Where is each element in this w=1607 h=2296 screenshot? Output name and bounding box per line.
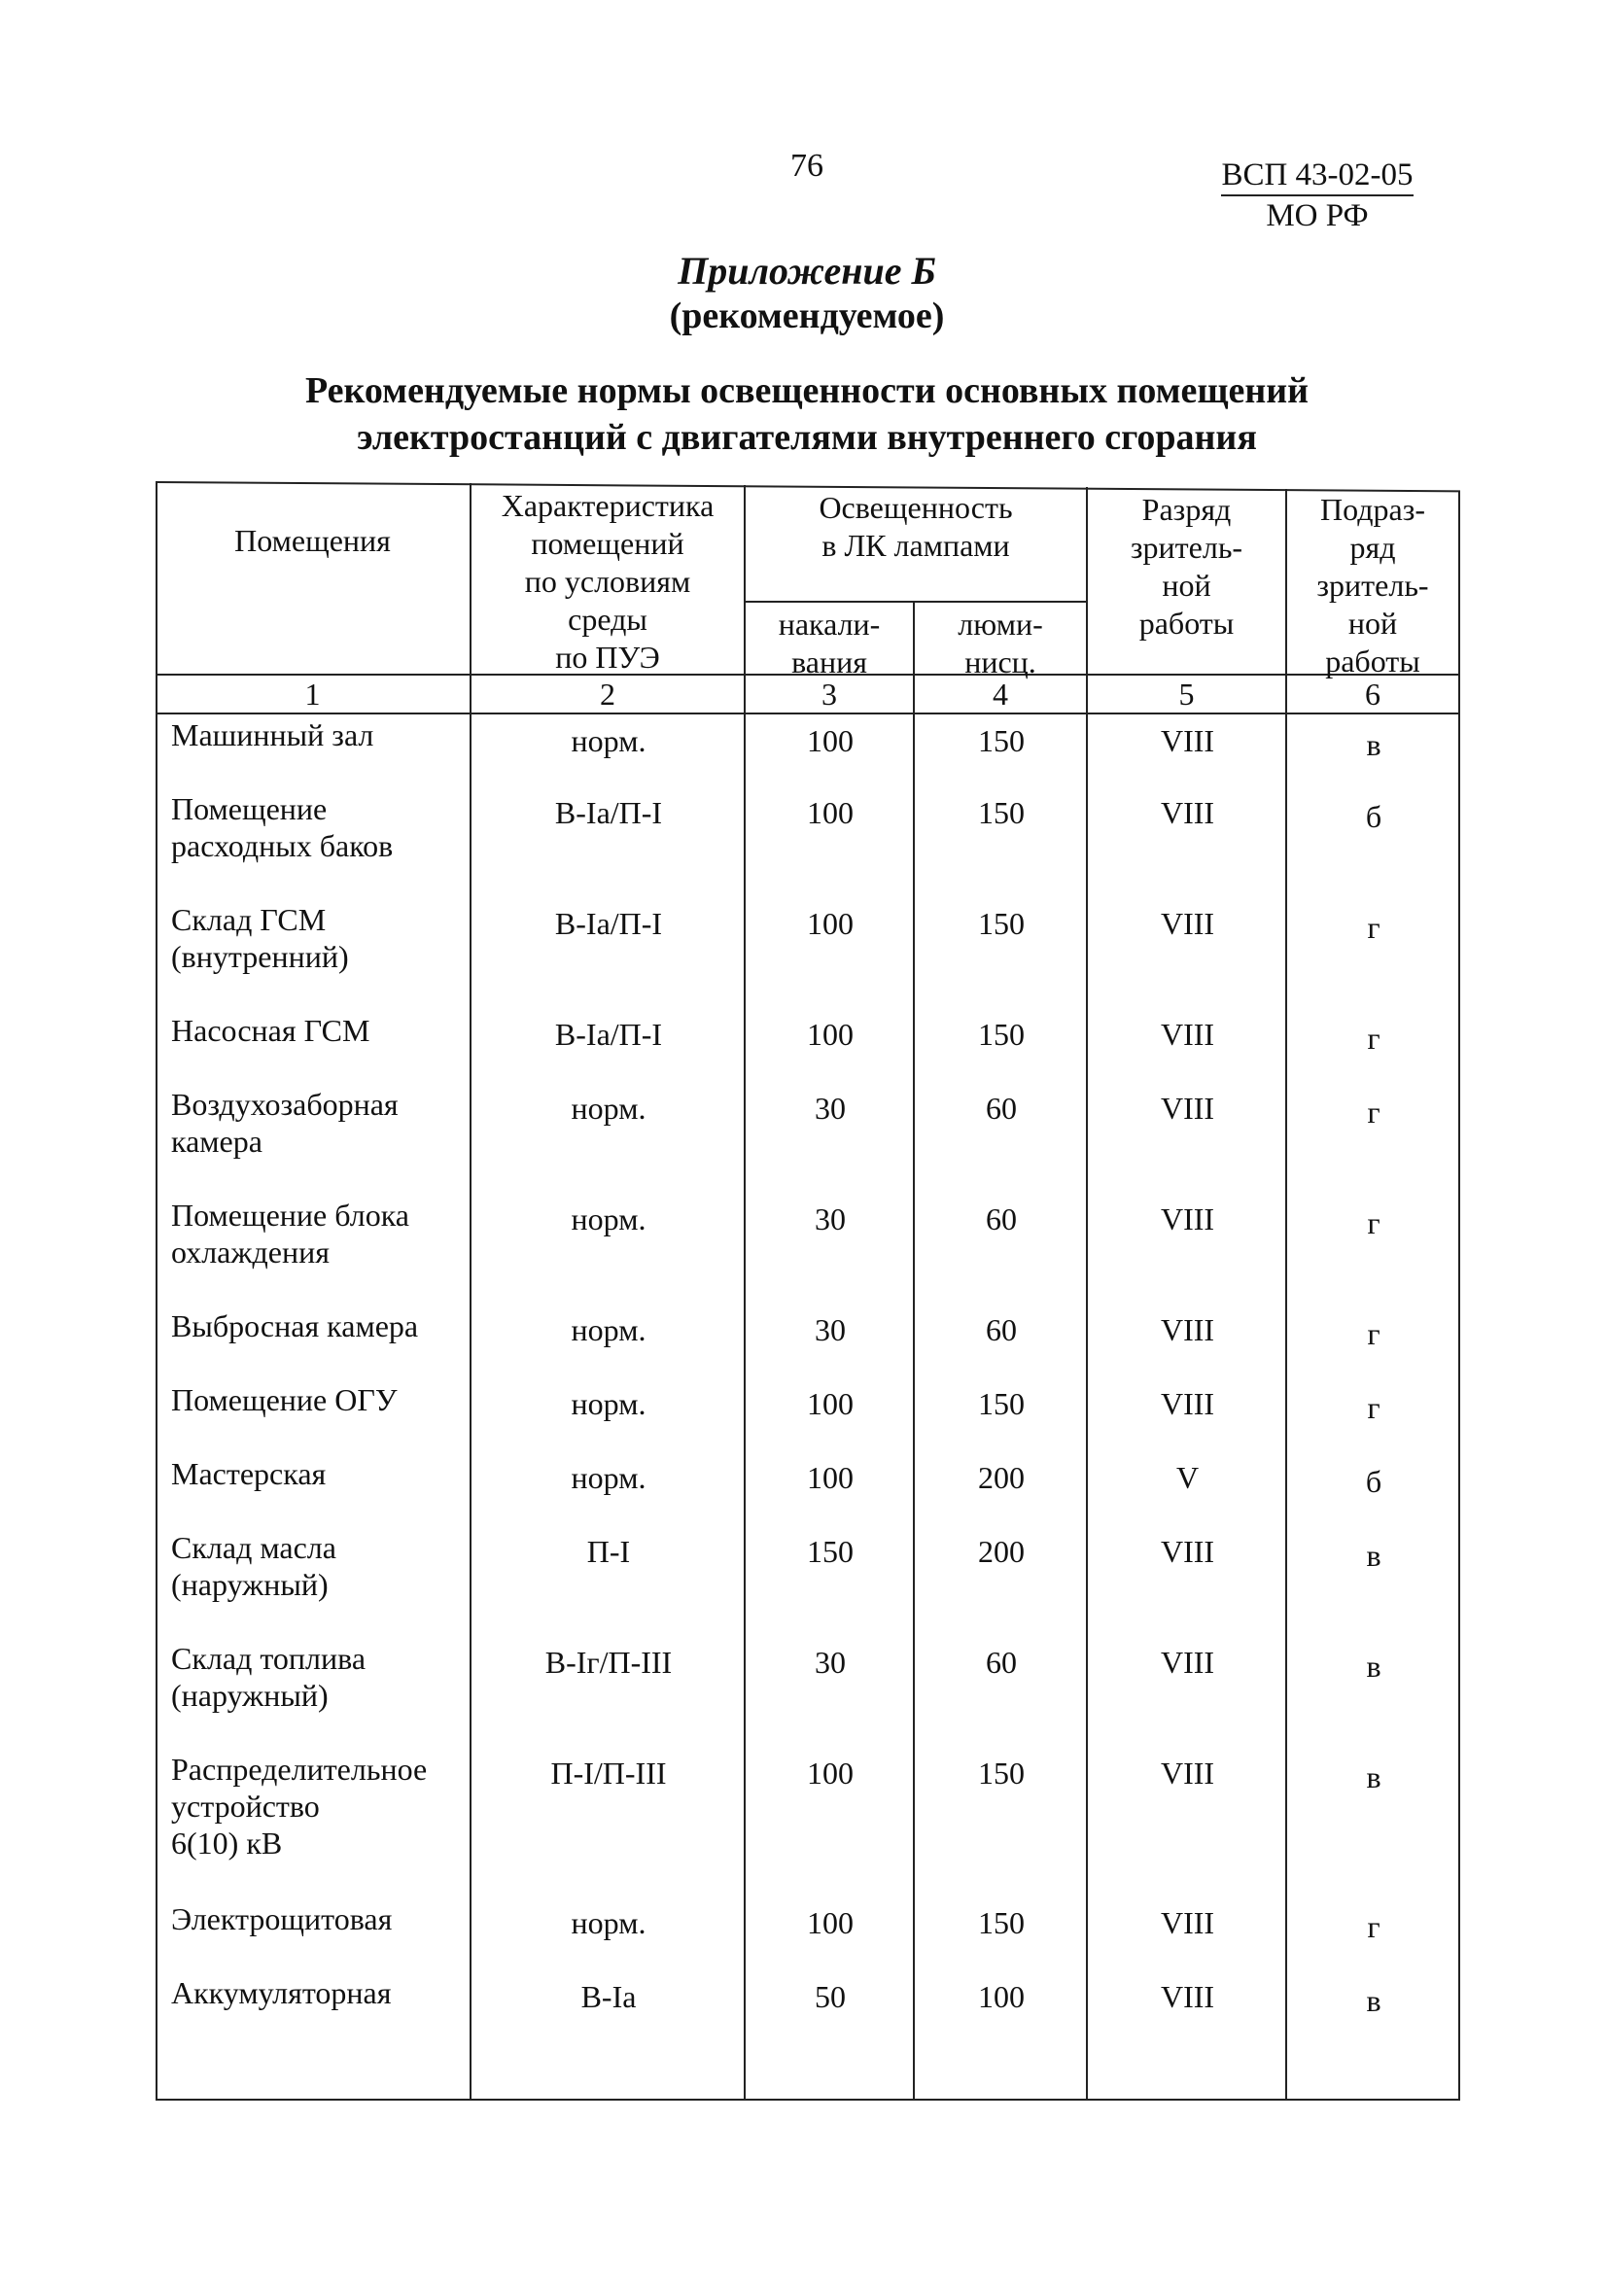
document-code-number: ВСП 43-02-05 [1221, 156, 1413, 196]
table-row [156, 1197, 1460, 1313]
room-name: Склад масла (наружный) [171, 1530, 336, 1602]
room-name: Электрощитовая [171, 1901, 393, 1936]
environment-class: В-Iа/П-I [554, 795, 663, 830]
visual-category: VIII [1160, 1645, 1215, 1680]
room-name: Насосная ГСМ [171, 1013, 370, 1048]
incandescent-lux: 150 [807, 1534, 854, 1569]
environment-class: норм. [571, 723, 646, 758]
room-name: Аккумуляторная [171, 1975, 392, 2010]
table-title-line-2: электростанций с двигателями внутреннего сгорания [357, 417, 1257, 458]
header-illuminance: Освещенность в ЛК лампами [819, 490, 1013, 563]
visual-subcategory: в [1366, 1759, 1381, 1794]
appendix-title: Приложение Б [678, 249, 936, 293]
room-name: Склад топлива (наружный) [171, 1641, 367, 1713]
environment-class: В-Iг/П-III [544, 1645, 673, 1680]
visual-subcategory: г [1367, 1316, 1380, 1351]
document-code [1215, 156, 1419, 235]
visual-category: VIII [1160, 906, 1215, 941]
visual-subcategory: г [1367, 910, 1380, 945]
visual-category: VIII [1160, 1201, 1215, 1236]
visual-subcategory: в [1366, 727, 1381, 762]
luminescent-lux: 150 [978, 906, 1025, 941]
incandescent-lux: 30 [815, 1645, 846, 1680]
table-row [156, 1640, 1460, 1757]
header-rooms: Помещения [234, 523, 391, 558]
incandescent-lux: 30 [815, 1201, 846, 1236]
incandescent-lux: 100 [807, 723, 854, 758]
incandescent-lux: 100 [807, 906, 854, 941]
incandescent-lux: 50 [815, 1979, 846, 2014]
luminescent-lux: 150 [978, 723, 1025, 758]
visual-category: VIII [1160, 1091, 1215, 1126]
illumination-subheader-divider [744, 601, 1088, 603]
column-number: 2 [600, 677, 615, 712]
environment-class: П-I/П-III [550, 1756, 667, 1791]
table-row [156, 901, 1460, 1018]
visual-subcategory: г [1367, 1021, 1380, 1056]
environment-class: норм. [571, 1312, 646, 1347]
visual-category: VIII [1160, 1534, 1215, 1569]
incandescent-lux: 100 [807, 1386, 854, 1421]
header-visual-category: Разряд зритель- ной работы [1130, 492, 1243, 641]
environment-class: норм. [571, 1386, 646, 1421]
visual-category: VIII [1160, 1017, 1215, 1052]
luminescent-lux: 150 [978, 1017, 1025, 1052]
visual-category: VIII [1160, 1312, 1215, 1347]
environment-class: В-Iа [580, 1979, 637, 2014]
visual-subcategory: г [1367, 1390, 1380, 1425]
appendix-subtitle: (рекомендуемое) [669, 296, 945, 336]
column-numbers-bottom-border [156, 713, 1460, 714]
column-number: 5 [1178, 677, 1195, 712]
column-number: 1 [304, 677, 321, 712]
visual-subcategory: в [1366, 1649, 1381, 1684]
visual-category: V [1175, 1460, 1200, 1495]
room-name: Машинный зал [171, 717, 374, 752]
visual-category: VIII [1160, 723, 1215, 758]
room-name: Склад ГСМ (внутренний) [171, 902, 349, 974]
visual-subcategory: г [1367, 1909, 1380, 1944]
header-incandescent: накали- вания [778, 607, 881, 679]
visual-category: VIII [1160, 1905, 1215, 1940]
environment-class: норм. [571, 1905, 646, 1940]
visual-category: VIII [1160, 795, 1215, 830]
table-border-bottom [156, 2099, 1460, 2101]
header-environment: Характеристика помещений по условиям среды по ПУЭ [501, 488, 715, 675]
table-title [224, 367, 1390, 461]
luminescent-lux: 150 [978, 1756, 1025, 1791]
visual-subcategory: б [1365, 799, 1382, 834]
incandescent-lux: 100 [807, 795, 854, 830]
room-name: Помещение ОГУ [171, 1382, 398, 1417]
visual-subcategory: в [1366, 1983, 1381, 2018]
luminescent-lux: 60 [986, 1645, 1017, 1680]
environment-class: норм. [571, 1201, 646, 1236]
visual-subcategory: в [1366, 1538, 1381, 1573]
room-name: Помещение расходных баков [171, 791, 394, 863]
luminescent-lux: 60 [986, 1312, 1017, 1347]
environment-class: норм. [571, 1091, 646, 1126]
environment-class: В-Iа/П-I [554, 906, 663, 941]
room-name: Распределительное устройство 6(10) кВ [171, 1752, 428, 1861]
luminescent-lux: 100 [978, 1979, 1025, 2014]
luminescent-lux: 60 [986, 1201, 1017, 1236]
room-name: Воздухозаборная камера [171, 1087, 399, 1159]
visual-subcategory: г [1367, 1205, 1380, 1240]
luminescent-lux: 150 [978, 1386, 1025, 1421]
incandescent-lux: 100 [807, 1460, 854, 1495]
table-row [156, 1974, 1460, 2091]
illumination-table [156, 481, 1460, 2101]
column-number: 3 [821, 677, 837, 712]
incandescent-lux: 30 [815, 1312, 846, 1347]
room-name: Помещение блока охлаждения [171, 1198, 409, 1270]
visual-subcategory: б [1365, 1464, 1382, 1499]
luminescent-lux: 200 [978, 1534, 1025, 1569]
visual-category: VIII [1160, 1979, 1215, 2014]
visual-subcategory: г [1367, 1095, 1380, 1130]
luminescent-lux: 200 [978, 1460, 1025, 1495]
room-name: Мастерская [171, 1456, 327, 1491]
page-number: 76 [790, 148, 823, 184]
incandescent-lux: 100 [807, 1756, 854, 1791]
table-row [156, 1529, 1460, 1646]
header-visual-subcategory: Подраз- ряд зритель- ной работы [1316, 492, 1429, 678]
environment-class: П-I [586, 1534, 631, 1569]
visual-category: VIII [1160, 1386, 1215, 1421]
document-organization: МО РФ [1266, 198, 1369, 233]
table-title-line-1: Рекомендуемые нормы освещенности основных помещений [304, 370, 1310, 411]
incandescent-lux: 100 [807, 1017, 854, 1052]
luminescent-lux: 150 [978, 795, 1025, 830]
table-row [156, 1751, 1460, 1867]
incandescent-lux: 100 [807, 1905, 854, 1940]
luminescent-lux: 150 [978, 1905, 1025, 1940]
environment-class: норм. [571, 1460, 646, 1495]
column-number: 4 [993, 677, 1008, 712]
luminescent-lux: 60 [986, 1091, 1017, 1126]
table-row [156, 790, 1460, 907]
environment-class: В-Iа/П-I [554, 1017, 663, 1052]
visual-category: VIII [1160, 1756, 1215, 1791]
incandescent-lux: 30 [815, 1091, 846, 1126]
room-name: Выбросная камера [171, 1308, 419, 1343]
table-row [156, 1086, 1460, 1202]
header-luminescent: люми- нисц. [958, 607, 1043, 679]
column-number: 6 [1365, 677, 1380, 712]
